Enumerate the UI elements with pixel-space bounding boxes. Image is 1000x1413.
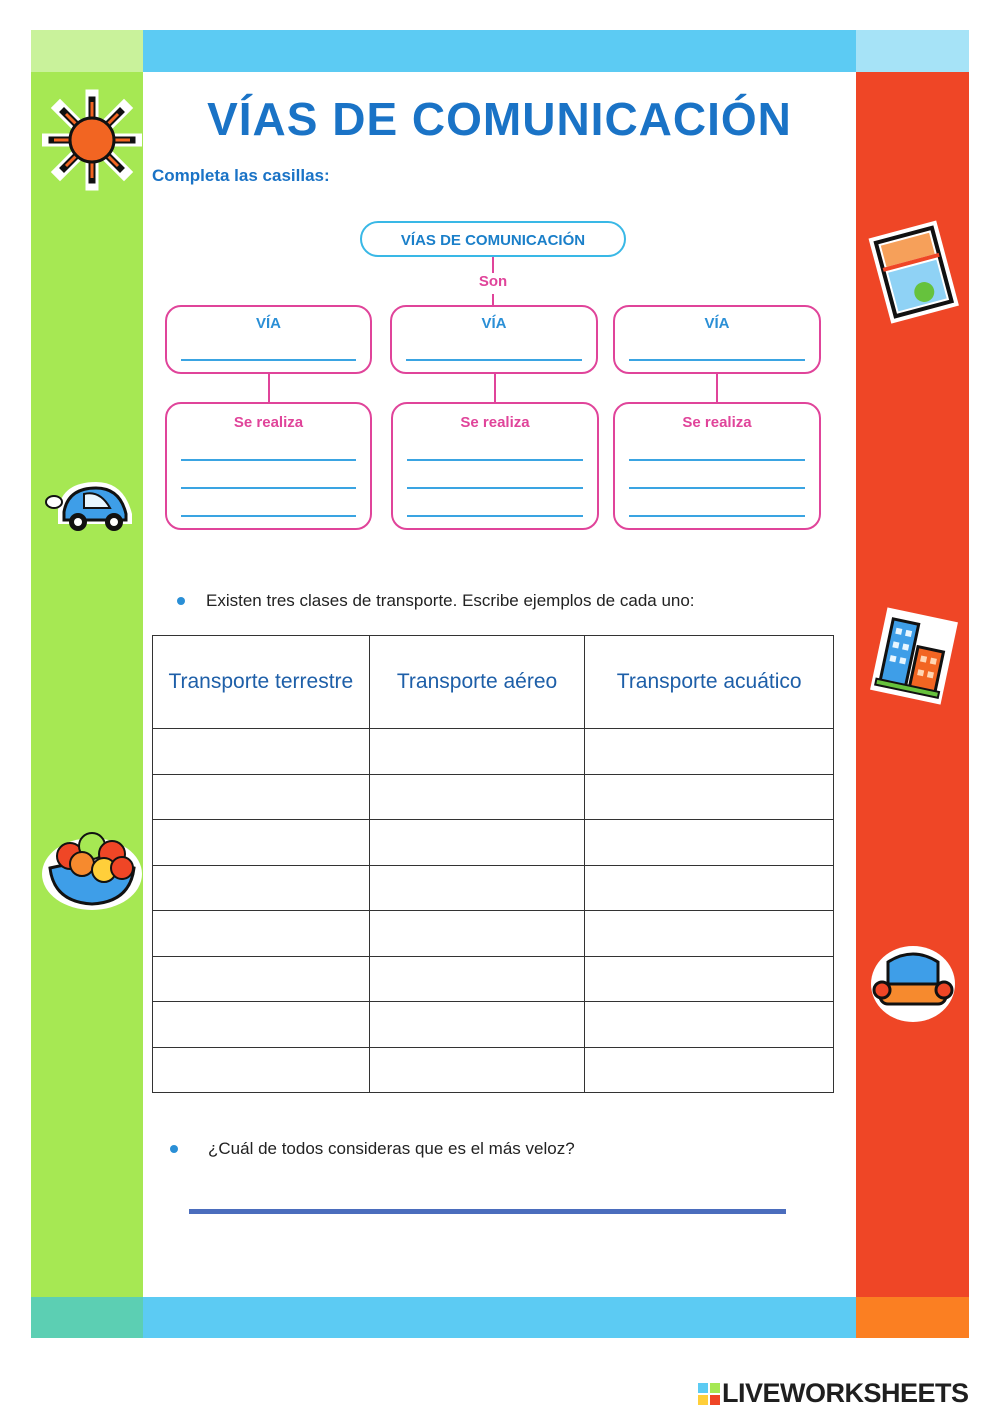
realiza-label: Se realiza: [682, 414, 752, 431]
answer-blank[interactable]: [407, 515, 583, 517]
realiza-label: Se realiza: [460, 414, 530, 431]
header-terrestre: Transporte terrestre: [153, 636, 370, 729]
realiza-box-1: [165, 402, 372, 530]
connector-line: [716, 374, 718, 402]
table-row: [153, 865, 834, 911]
frame-bottom-left: [31, 1297, 143, 1338]
answer-cell[interactable]: [369, 820, 585, 866]
answer-blank[interactable]: [629, 459, 805, 461]
answer-cell[interactable]: [153, 911, 370, 957]
answer-cell[interactable]: [585, 820, 834, 866]
answer-blank[interactable]: [407, 487, 583, 489]
answer-cell[interactable]: [585, 956, 834, 1002]
via-label: VÍA: [481, 315, 507, 332]
answer-cell[interactable]: [153, 865, 370, 911]
table-row: [153, 956, 834, 1002]
table-row: [153, 911, 834, 957]
frame-left-column: [31, 72, 143, 1297]
answer-line[interactable]: [189, 1209, 786, 1214]
table-row: [153, 820, 834, 866]
bullet-icon: [170, 1145, 178, 1153]
frame-top-left: [31, 30, 143, 72]
via-label: VÍA: [704, 315, 730, 332]
via-box-3: [613, 305, 821, 374]
answer-blank[interactable]: [407, 459, 583, 461]
frame-top-right: [856, 30, 969, 72]
answer-cell[interactable]: [153, 820, 370, 866]
header-aereo: Transporte aéreo: [369, 636, 585, 729]
answer-cell[interactable]: [153, 774, 370, 820]
answer-blank[interactable]: [629, 359, 805, 361]
answer-cell[interactable]: [369, 956, 585, 1002]
sun-icon: [42, 88, 142, 192]
page-title: VÍAS DE COMUNICACIÓN: [207, 93, 792, 145]
answer-cell[interactable]: [153, 1047, 370, 1093]
transport-table: [152, 635, 834, 1093]
fruit-bowl-icon: [40, 818, 144, 912]
question-transport-types: Existen tres clases de transporte. Escribe ejemplos de cada uno:: [206, 591, 695, 610]
realiza-box-3: [613, 402, 821, 530]
bullet-icon: [177, 597, 185, 605]
window-icon: [867, 218, 961, 328]
answer-cell[interactable]: [585, 1002, 834, 1048]
answer-blank[interactable]: [181, 359, 356, 361]
frame-bottom-right: [856, 1297, 969, 1338]
connector-line: [494, 374, 496, 402]
answer-cell[interactable]: [369, 865, 585, 911]
answer-blank[interactable]: [181, 487, 356, 489]
diagram-connector-label: Son: [478, 273, 508, 290]
liveworksheets-logo-icon: [698, 1383, 720, 1405]
answer-blank[interactable]: [406, 359, 582, 361]
brand-logo: [698, 1378, 969, 1409]
answer-cell[interactable]: [369, 911, 585, 957]
answer-cell[interactable]: [585, 729, 834, 775]
question-fastest: ¿Cuál de todos consideras que es el más veloz?: [208, 1139, 575, 1158]
realiza-box-2: [391, 402, 599, 530]
realiza-label: Se realiza: [233, 414, 304, 431]
answer-cell[interactable]: [369, 1002, 585, 1048]
building-icon: [868, 606, 960, 706]
answer-cell[interactable]: [369, 729, 585, 775]
answer-cell[interactable]: [153, 1002, 370, 1048]
via-box-1: [165, 305, 372, 374]
via-box-2: [390, 305, 598, 374]
answer-cell[interactable]: [585, 774, 834, 820]
table-row: [153, 1002, 834, 1048]
table-row: [153, 729, 834, 775]
via-label: VÍA: [255, 315, 281, 332]
answer-blank[interactable]: [629, 515, 805, 517]
instruction-text: Completa las casillas:: [152, 166, 330, 185]
frame-top-band: [143, 30, 856, 72]
table-row: [153, 1047, 834, 1093]
diagram-root: VÍAS DE COMUNICACIÓN: [360, 221, 626, 257]
answer-blank[interactable]: [629, 487, 805, 489]
answer-cell[interactable]: [153, 956, 370, 1002]
answer-cell[interactable]: [153, 729, 370, 775]
frame-bottom-band: [143, 1297, 856, 1338]
answer-cell[interactable]: [585, 911, 834, 957]
answer-blank[interactable]: [181, 459, 356, 461]
answer-cell[interactable]: [369, 774, 585, 820]
car-icon: [44, 474, 140, 538]
answer-blank[interactable]: [181, 515, 356, 517]
header-acuatico: Transporte acuático: [585, 636, 834, 729]
table-body: [153, 729, 834, 1093]
brand-name: LIVEWORKSHEETS: [722, 1378, 969, 1408]
connector-line: [268, 374, 270, 402]
armchair-icon: [868, 942, 958, 1026]
answer-cell[interactable]: [369, 1047, 585, 1093]
connector-line: [492, 257, 494, 273]
answer-cell[interactable]: [585, 1047, 834, 1093]
answer-cell[interactable]: [585, 865, 834, 911]
table-row: [153, 774, 834, 820]
